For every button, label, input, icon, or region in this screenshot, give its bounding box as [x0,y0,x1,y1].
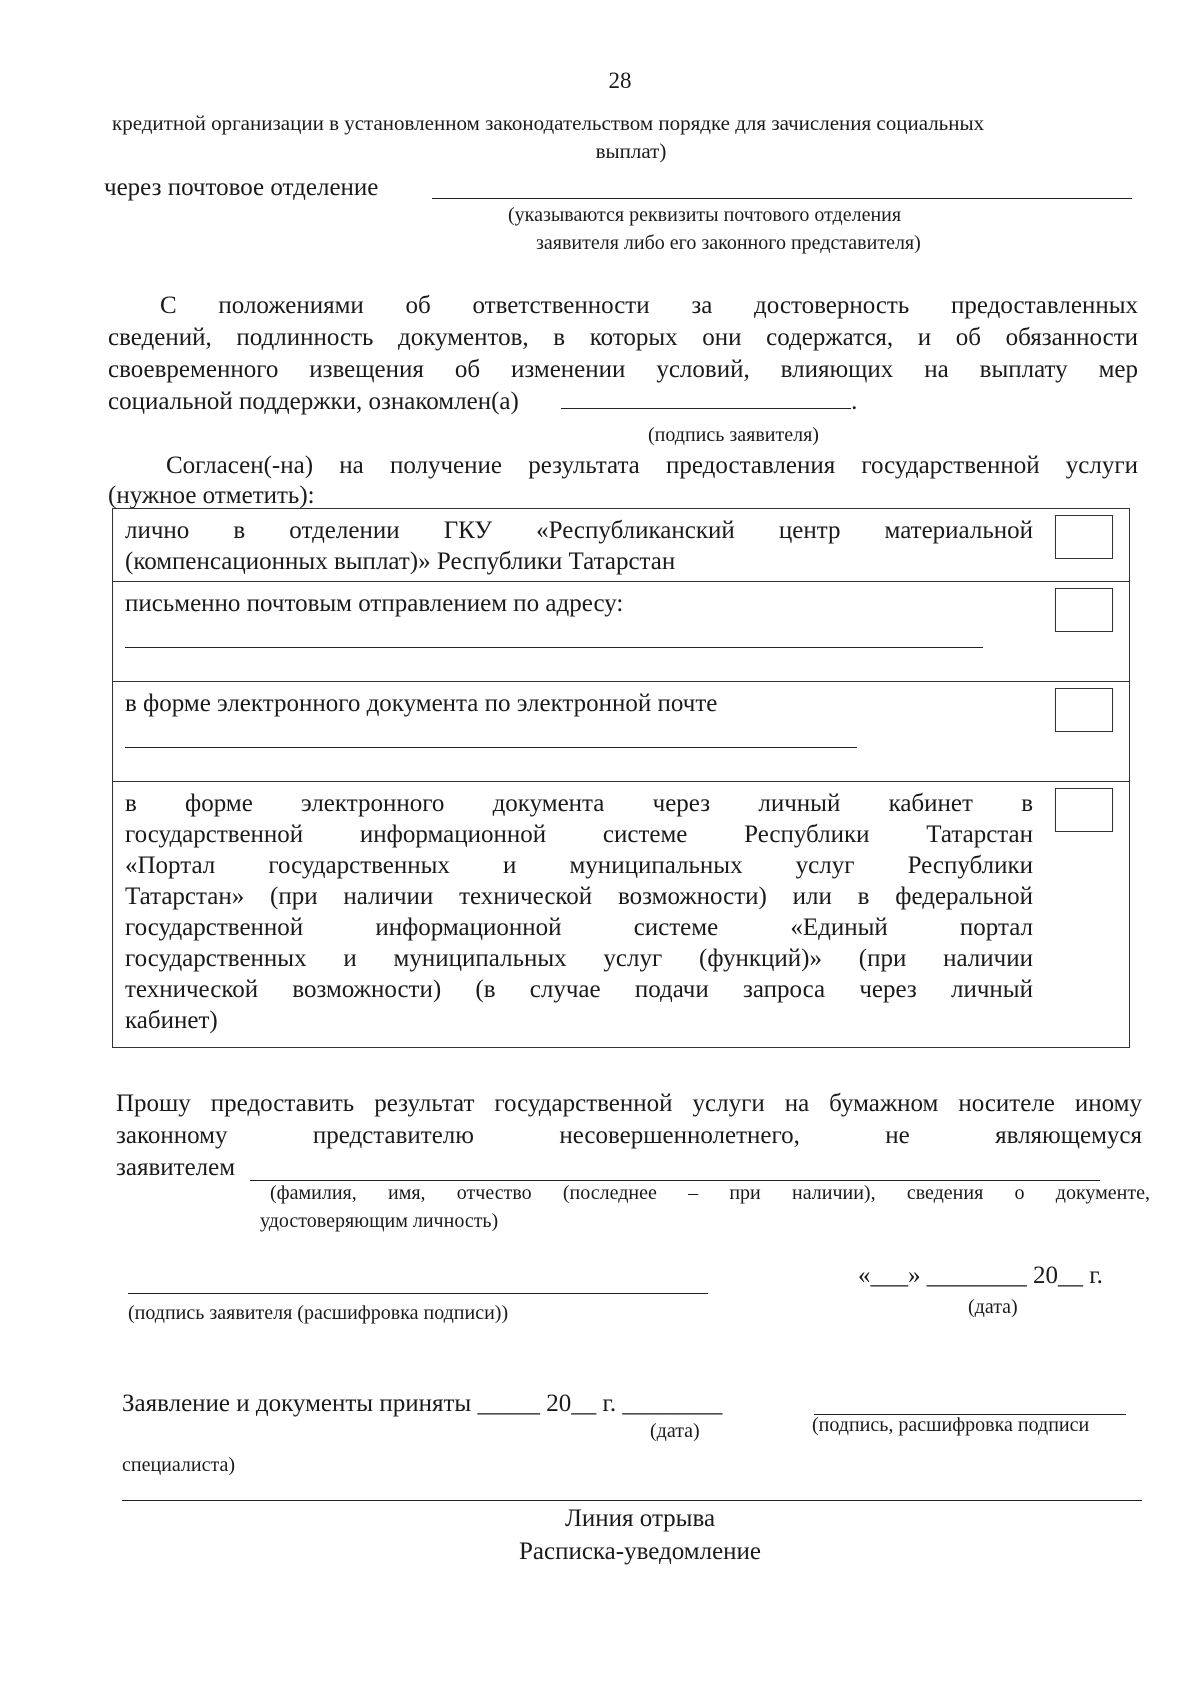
responsibility-end: . [851,388,858,415]
paper-request-line: Прошу предоставить результат государственной услуги на бумажном носителе иному [116,1090,1142,1117]
option-text-line: государственной информационной системе «Единый портал [125,914,1033,941]
consent-line: (нужное отметить): [108,482,315,509]
responsibility-line: сведений, подлинность документов, в которых они содержатся, и об обязанности [108,324,1138,351]
postal-field[interactable] [432,198,1132,199]
option-text-line: технической возможности) (в случае подачи запроса через личный [125,976,1033,1003]
option-text-line: лично в отделении ГКУ «Республиканский центр материальной [125,517,1033,544]
accepted-label: Заявление и документы приняты _____ 20__ г. ________ [122,1390,723,1417]
option-row [113,782,1130,1048]
option-checkbox-email[interactable] [1055,688,1113,732]
option-text-line: письменно почтовым отправлением по адресу: [125,590,624,617]
option-row [113,582,1130,682]
option-text [113,582,1044,682]
responsibility-line: своевременного извещения об изменении условий, влияющих на выплату мер [108,356,1138,383]
tear-line-label: Линия отрыва [564,1505,716,1532]
signature-hint: (подпись заявителя) [648,424,819,446]
tear-line [122,1500,1142,1501]
option-text [113,682,1044,782]
option-checkbox-portal[interactable] [1055,788,1113,832]
responsibility-line: социальной поддержки, ознакомлен(а) [108,388,519,415]
option-text-line: государственных и муниципальных услуг (функций)» (при наличии [125,945,1033,972]
acknowledge-signature-field[interactable] [561,386,851,409]
option-text [113,509,1044,582]
applicant-signature-hint: (подпись заявителя (расшифровка подписи)) [128,1302,509,1324]
option-text-line: (компенсационных выплат)» Республики Татарстан [125,548,676,575]
option-text-line: государственной информационной системе Республики Татарстан [125,821,1033,848]
option-row [113,682,1130,782]
option-checkbox-in-person[interactable] [1055,515,1113,559]
specialist-signature-hint: специалиста) [122,1454,235,1476]
option-row [113,509,1130,582]
page-number: 28 [608,68,632,93]
specialist-signature-hint: (подпись, расшифровка подписи [812,1414,1090,1436]
top-fragment-line: выплат) [595,139,667,163]
paper-request-line: законному представителю несовершеннолетнего, не являющемуся [116,1122,1142,1149]
receipt-title: Расписка-уведомление [518,1538,762,1565]
email-field[interactable] [125,723,857,748]
option-checkbox-mail[interactable] [1055,588,1113,632]
option-text-line: Татарстан» (при наличии технической возможности) или в федеральной [125,883,1033,910]
option-text [113,782,1044,1048]
postal-hint: (указываются реквизиты почтового отделения [508,204,902,226]
paper-request-line: заявителем [116,1154,236,1181]
representative-hint: удостоверяющим личность) [260,1210,499,1232]
postal-hint: заявителя либо его законного представителя) [536,232,921,254]
applicant-signature-field[interactable] [128,1293,708,1294]
accepted-date-hint: (дата) [650,1420,700,1442]
postal-label: через почтовое отделение [104,174,379,201]
consent-line: Согласен(-на) на получение результата предоставления государственной услуги [166,452,1138,479]
top-fragment-line: кредитной организации в установленном законодательством порядке для зачисления социальных [112,111,985,135]
option-text-line: в форме электронного документа по электронной почте [125,690,718,717]
option-text-line: в форме электронного документа через личный кабинет в [125,790,1033,817]
representative-hint: (фамилия, имя, отчество (последнее – при наличии), сведения о документе, [270,1182,1150,1204]
postal-address-field[interactable] [125,623,983,648]
option-text-line: кабинет) [125,1007,218,1034]
responsibility-line: С положениями об ответственности за достоверность предоставленных [160,292,1138,319]
option-text-line: «Портал государственных и муниципальных услуг Республики [125,852,1033,879]
delivery-options-table [112,508,1130,1048]
application-date: «___» ________ 20__ г. [858,1262,1103,1289]
date-hint: (дата) [968,1296,1018,1318]
